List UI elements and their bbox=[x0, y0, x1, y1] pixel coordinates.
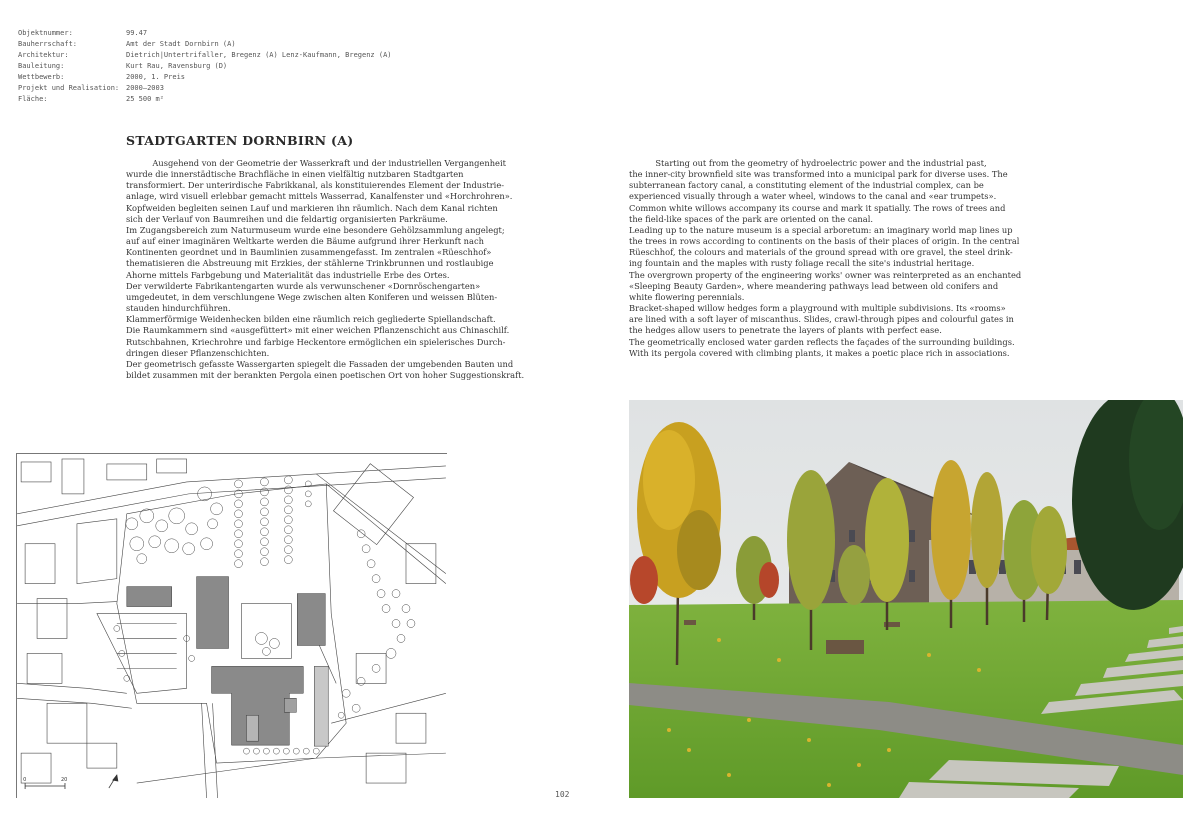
scale-bar-start: 0 bbox=[23, 777, 27, 784]
site-plan-svg bbox=[17, 454, 447, 798]
page-number: 102 bbox=[555, 790, 570, 799]
scale-bar-end: 20 bbox=[60, 777, 68, 784]
text-line: Im Zugangsbereich zum Naturmuseum wurde eine besondere Gehölzsammlung angelegt; bbox=[126, 224, 505, 235]
text-line: Kopfweiden begleiten seinen Lauf und markieren ihn räumlich. Nach dem Kanal richten bbox=[126, 202, 498, 213]
meta-value: Amt der Stadt Dornbirn (A) bbox=[126, 40, 236, 48]
text-line: the hedges allow users to penetrate the layers of plants with perfect ease. bbox=[629, 325, 942, 336]
site-plan-drawing bbox=[16, 453, 447, 798]
text-line: the inner-city brownfield site was transformed into a municipal park for diverse uses. The bbox=[629, 169, 1008, 180]
text-line: dringen dieser Pflanzenschichten. bbox=[126, 347, 270, 358]
meta-value: Kurt Rau, Ravensburg (D) bbox=[126, 62, 228, 70]
meta-row bbox=[18, 39, 418, 50]
text-line: the field-like spaces of the park are oriented on the canal. bbox=[629, 213, 874, 224]
meta-value: 2000, 1. Preis bbox=[126, 73, 186, 81]
english-text bbox=[629, 158, 1021, 359]
text-line: Rüeschhof, the colours and materials of the ground spread with ore gravel, the steel drink- bbox=[629, 247, 1013, 258]
text-line: Der geometrisch gefasste Wassergarten spiegelt die Fassaden der umgebenden Bauten und bbox=[126, 358, 514, 369]
project-metadata bbox=[18, 28, 418, 105]
meta-label: Bauleitung: bbox=[18, 62, 65, 70]
meta-row bbox=[18, 94, 418, 105]
scale-bar bbox=[25, 775, 118, 789]
meta-label: Projekt und Realisation: bbox=[18, 84, 120, 92]
german-text bbox=[126, 158, 524, 381]
text-line: auf auf einer imaginären Weltkarte werden die Bäume aufgrund ihrer Herkunft nach bbox=[126, 236, 484, 247]
text-line: Leading up to the nature museum is a special arboretum: an imaginary world map lines up bbox=[629, 224, 1013, 235]
text-line: Starting out from the geometry of hydroelectric power and the industrial past, bbox=[629, 158, 987, 168]
text-line: Bracket-shaped willow hedges form a playground with multiple subdivisions. Its «rooms» bbox=[629, 303, 1006, 314]
meta-row bbox=[18, 28, 418, 39]
text-line: thematisieren die Abstreuung mit Erzkies, der stählerne Trinkbrunnen und rostlaubige bbox=[126, 258, 494, 269]
text-line: Klammerförmige Weidenhecken bilden eine räumlich reich gegliederte Spiellandschaft. bbox=[126, 314, 496, 325]
site-plan-linework bbox=[17, 459, 446, 798]
text-line: The geometrically enclosed water garden reflects the façades of the surrounding buildings. bbox=[629, 336, 1015, 347]
text-line: Kontinenten geordnet und in Baumlinien zusammengefasst. Im zentralen «Rüeschhof» bbox=[126, 247, 492, 258]
text-line: Ausgehend von der Geometrie der Wasserkraft und der industriellen Vergangenheit bbox=[126, 158, 506, 168]
meta-label: Architektur: bbox=[18, 51, 69, 59]
text-line: Ahorne mittels Farbgebung und Materialität das industrielle Erbe des Ortes. bbox=[126, 269, 450, 280]
meta-row bbox=[18, 72, 418, 83]
text-line: subterranean factory canal, a constituting element of the industrial complex, can be bbox=[629, 180, 984, 191]
text-line: ing fountain and the maples with rusty foliage recall the site's industrial heritage. bbox=[629, 258, 975, 269]
text-line: Der verwilderte Fabrikantengarten wurde als verwunschener «Dornröschengarten» bbox=[126, 280, 481, 291]
meta-value: 99.47 bbox=[126, 29, 148, 37]
text-line: bildet zusammen mit der berankten Pergola einen poetischen Ort von hoher Suggestionskraft. bbox=[126, 369, 525, 380]
text-line: the trees in rows according to continents on the basis of their places of origin. In the central bbox=[629, 236, 1020, 247]
text-line: white flowering perennials. bbox=[629, 291, 745, 302]
meta-value: Dietrich|Untertrifaller, Bregenz (A) Lenz-Kaufmann, Bregenz (A) bbox=[126, 51, 392, 59]
text-line: Die Raumkammern sind «ausgefüttert» mit einer weichen Pflanzenschicht aus Chinaschilf. bbox=[126, 325, 510, 336]
text-line: sich der Verlauf von Baumreihen und die feldartig organisierten Parkräume. bbox=[126, 213, 448, 224]
meta-row bbox=[18, 83, 418, 94]
text-line: With its pergola covered with climbing plants, it makes a poetic place rich in associations. bbox=[629, 347, 1010, 358]
text-line: The overgrown property of the engineering works' owner was reinterpreted as an enchanted bbox=[629, 269, 1022, 280]
text-line: umgedeutet, in dem verschlungene Wege zwischen alten Koniferen und weissen Blüten- bbox=[126, 291, 498, 302]
text-line: are lined with a soft layer of miscanthus. Slides, crawl-through pipes and colourful gates in bbox=[629, 314, 1014, 325]
text-line: stauden hindurchführen. bbox=[126, 303, 231, 314]
text-line: anlage, wird visuell erlebbar gemacht mittels Wasserrad, Kanalfenster und «Horchrohren». bbox=[126, 191, 513, 202]
meta-label: Bauherrschaft: bbox=[18, 40, 78, 48]
text-line: experienced visually through a water wheel, windows to the canal and «ear trumpets». bbox=[629, 191, 997, 202]
meta-label: Wettbewerb: bbox=[18, 73, 65, 81]
page-title: STADTGARTEN DORNBIRN (A) bbox=[126, 133, 354, 148]
meta-label: Fläche: bbox=[18, 95, 48, 103]
text-line: Rutschbahnen, Kriechrohre und farbige Heckentore ermöglichen ein spielerisches Durch- bbox=[126, 336, 506, 347]
meta-row bbox=[18, 61, 418, 72]
meta-value: 2000–2003 bbox=[126, 84, 164, 92]
meta-label: Objektnummer: bbox=[18, 29, 73, 37]
text-line: wurde die innerstädtische Brachfläche in einen vielfältig nutzbaren Stadtgarten bbox=[126, 169, 464, 180]
park-photo-svg bbox=[629, 400, 1183, 798]
meta-value: 25 500 m² bbox=[126, 95, 164, 103]
text-line: Common white willows accompany its course and mark it spatially. The rows of trees and bbox=[629, 202, 1006, 213]
meta-row bbox=[18, 50, 418, 61]
park-photograph bbox=[629, 400, 1183, 798]
site-plan-buildings bbox=[127, 577, 328, 747]
text-line: «Sleeping Beauty Garden», where meandering pathways lead between old conifers and bbox=[629, 280, 999, 291]
text-line: transformiert. Der unterirdische Fabrikkanal, als konstituierendes Element der Industrie- bbox=[126, 180, 505, 191]
